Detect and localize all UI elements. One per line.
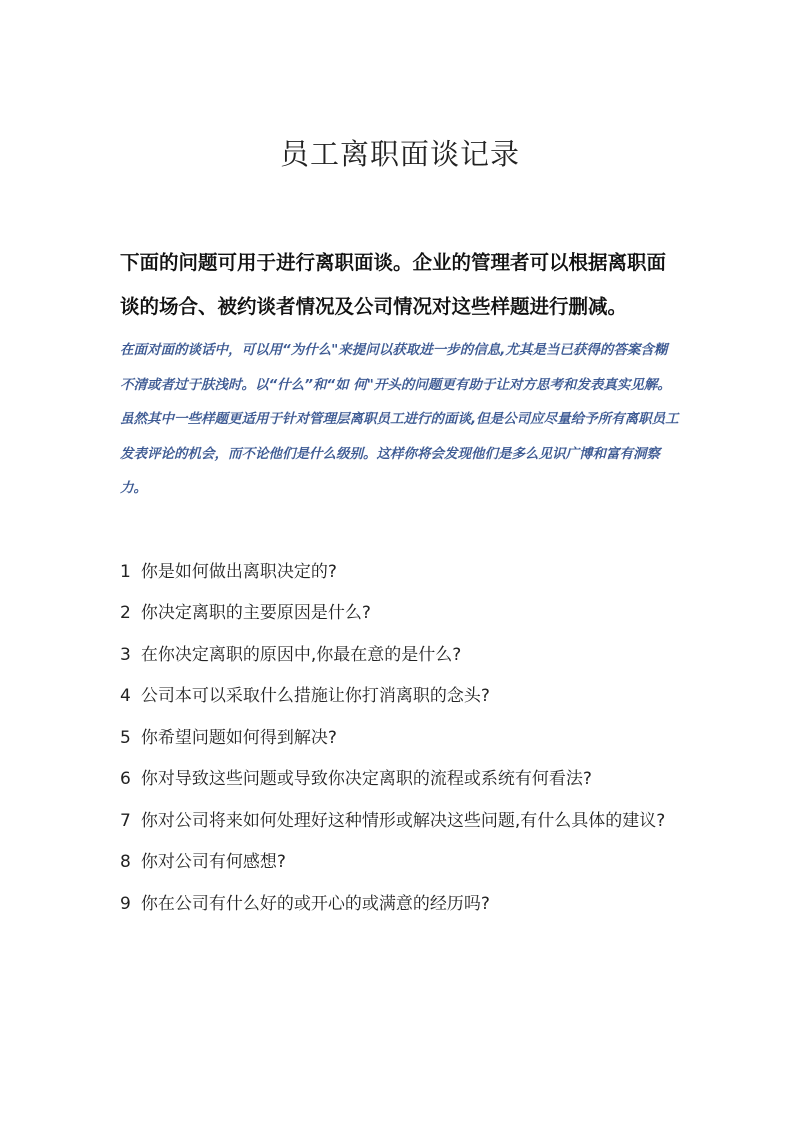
question-item (120, 552, 680, 594)
question-item (120, 801, 680, 843)
question-text: 你希望问题如何得到解决? (140, 727, 337, 748)
question-text: 你决定离职的主要原因是什么? (140, 603, 371, 623)
question-text: 你是如何做出离职决定的? (140, 561, 337, 582)
question-number: 5 (120, 727, 131, 748)
question-item (120, 842, 680, 884)
question-item (120, 593, 680, 635)
question-text: 你对公司将来如何处理好这种情形或解决这些问题,有什么具体的建议? (140, 810, 666, 831)
question-item (120, 676, 680, 718)
question-number: 8 (120, 852, 131, 872)
question-item (120, 759, 680, 801)
question-number: 7 (120, 810, 131, 831)
question-text: 在你决定离职的原因中,你最在意的是什么? (140, 644, 462, 665)
intro-paragraph: 下面的问题可用于进行离职面谈。企业的管理者可以根据离职面谈的场合、被约谈者情况及公司情况对这些样题进行删减。 (120, 251, 667, 318)
question-item (120, 635, 680, 677)
question-text: 你对导致这些问题或导致你决定离职的流程或系统有何看法? (140, 769, 592, 789)
question-item (120, 884, 680, 926)
question-number: 9 (120, 893, 131, 914)
question-number: 6 (120, 769, 131, 789)
question-text: 公司本可以采取什么措施让你打消离职的念头? (140, 686, 490, 706)
document-title: 员工离职面谈记录 (279, 137, 520, 171)
question-text: 你在公司有什么好的或开心的或满意的经历吗? (140, 893, 490, 914)
question-text: 你对公司有何感想? (140, 852, 286, 872)
question-number: 1 (120, 561, 131, 582)
guidance-note: 在面对面的谈话中，可以用“为什么"来提问以获取进一步的信息,尤其是当已获得的答案含糊不清或者过于肤浅时。以“什么”和“如 何"开头的问题更有助于让对方思考和发表真实见解。虽然其中一些样题更适用于针对管理层离职员工进行的面谈,但是公司应尽量给予所有离职员工发表评论的机会，而不论他们是什么级别。这样你将会发现他们是多么见识广博和富有洞察力。 (120, 342, 679, 496)
question-number: 2 (120, 603, 131, 623)
question-list (120, 552, 680, 926)
question-number: 4 (120, 686, 131, 706)
question-item (120, 718, 680, 760)
question-number: 3 (120, 644, 131, 665)
